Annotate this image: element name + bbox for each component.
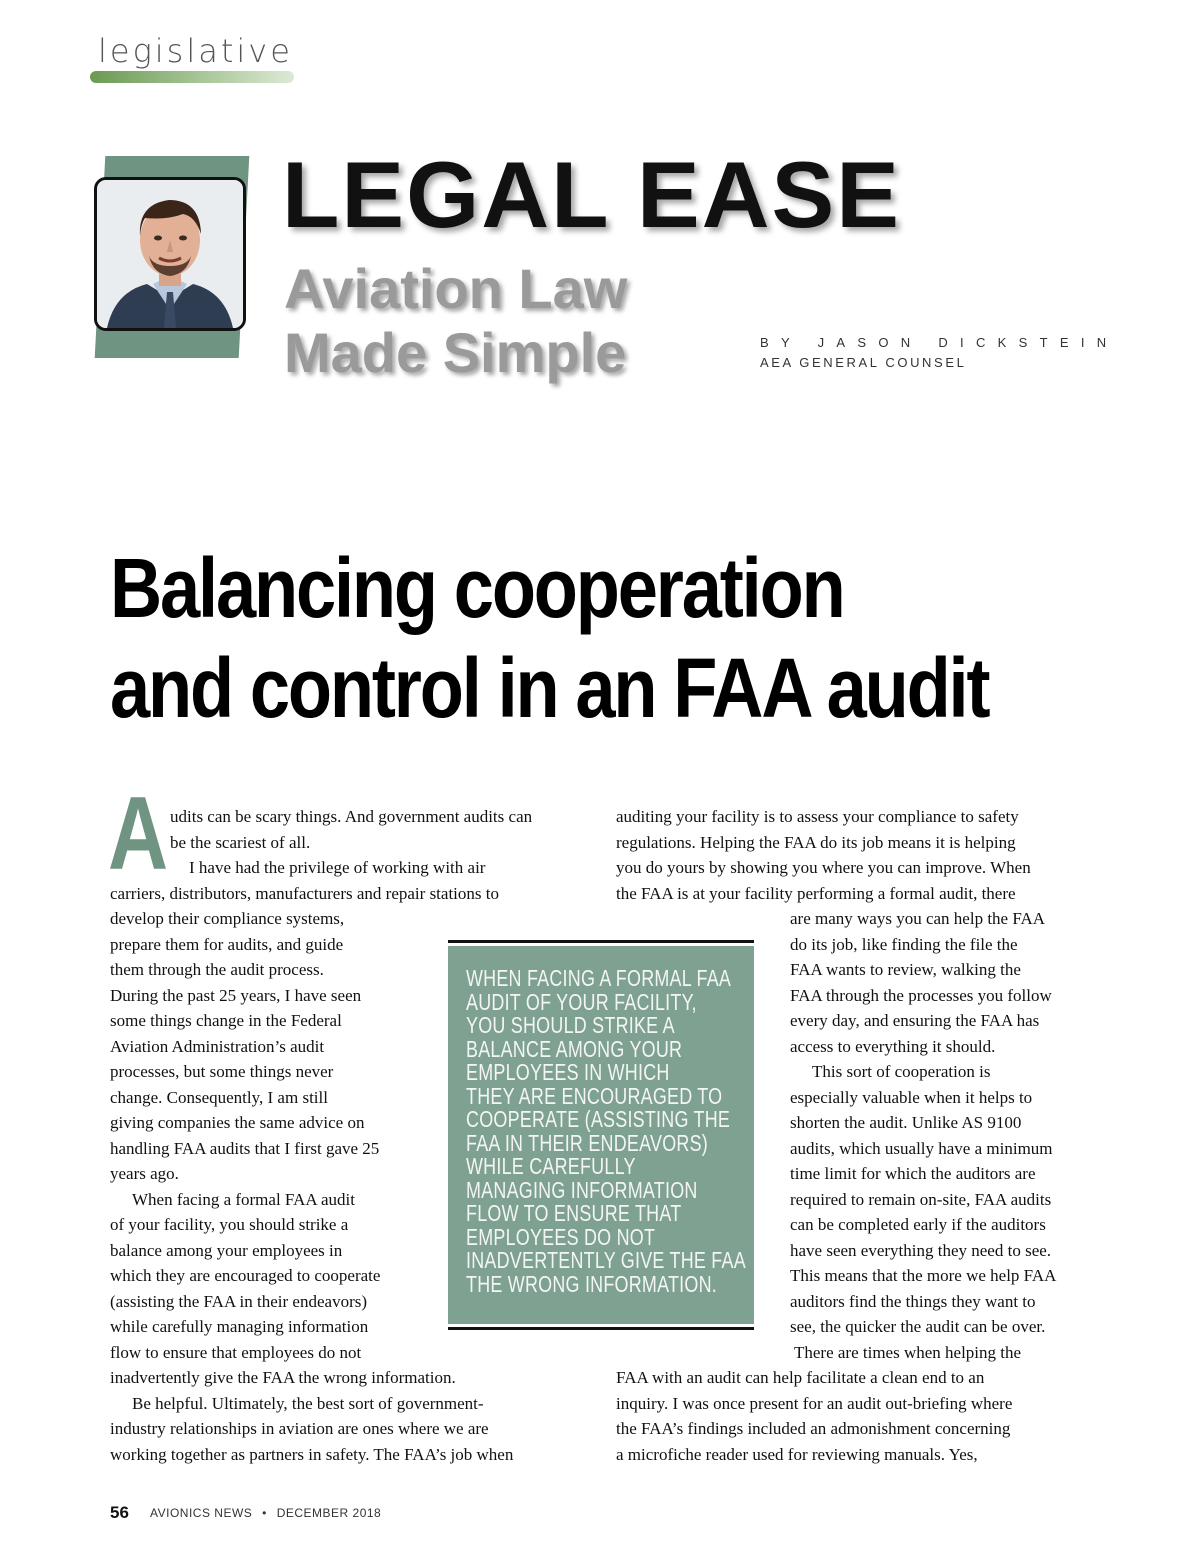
body-line: FAA wants to review, walking the: [790, 960, 1021, 979]
folio-separator: •: [262, 1506, 267, 1520]
body-line: balance among your employees in: [110, 1240, 343, 1260]
section-label: legislative: [98, 32, 293, 70]
body-line: the FAA is at your facility performing a formal audit, there: [616, 883, 1016, 903]
body-line: (assisting the FAA in their endeavors): [110, 1291, 368, 1311]
issue-date: DECEMBER 2018: [276, 1506, 382, 1520]
pull-quote-line: WHILE CAREFULLY: [466, 1153, 636, 1179]
body-line: access to everything it should.: [790, 1036, 996, 1056]
body-line: see, the quicker the audit can be over.: [790, 1317, 1046, 1336]
author-photo: [94, 177, 246, 331]
body-line: Be helpful. Ultimately, the best sort of government-: [132, 1393, 484, 1413]
body-line: auditing your facility is to assess your compliance to safety: [616, 807, 1019, 826]
pull-quote-line: YOU SHOULD STRIKE A: [466, 1012, 675, 1038]
body-line: This means that the more we help FAA: [790, 1266, 1057, 1285]
drop-cap: A: [108, 776, 169, 892]
pull-quote-line: THE WRONG INFORMATION.: [466, 1270, 717, 1297]
pull-quote-line: WHEN FACING A FORMAL FAA: [466, 965, 732, 991]
pull-quote-line: FLOW TO ENSURE THAT: [466, 1200, 682, 1226]
body-line: develop their compliance systems,: [110, 909, 345, 928]
body-line: inadvertently give the FAA the wrong information.: [110, 1368, 456, 1387]
body-line: carriers, distributors, manufacturers and repair stations to: [110, 883, 499, 903]
body-line: regulations. Helping the FAA do its job means it is helping: [616, 832, 1016, 852]
headline-line-2: and control in an FAA audit: [110, 641, 989, 735]
body-line: audits, which usually have a minimum: [790, 1138, 1053, 1158]
author-byline: BY JASON DICKSTEIN: [760, 335, 1119, 350]
body-line: udits can be scary things. And government audits can: [170, 807, 533, 826]
pull-quote-line: EMPLOYEES IN WHICH: [466, 1059, 670, 1085]
body-line: you do yours by showing you where you can improve. When: [616, 858, 1031, 877]
author-portrait-icon: [97, 180, 243, 328]
body-line: every day, and ensuring the FAA has: [790, 1011, 1040, 1030]
body-line: which they are encouraged to cooperate: [110, 1266, 381, 1285]
pull-quote-text: [466, 965, 746, 1297]
body-line: have seen everything they need to see.: [790, 1240, 1052, 1260]
body-line: industry relationships in aviation are ones where we are: [110, 1419, 489, 1438]
body-line: giving companies the same advice on: [110, 1113, 365, 1132]
body-line: be the scariest of all.: [170, 832, 311, 852]
body-line: change. Consequently, I am still: [110, 1087, 328, 1107]
pull-quote-line: BALANCE AMONG YOUR: [466, 1035, 683, 1062]
article-headline: [110, 538, 989, 738]
body-line: Aviation Administration’s audit: [110, 1036, 325, 1056]
body-line: processes, but some things never: [110, 1062, 334, 1081]
pull-quote-line: AUDIT OF YOUR FACILITY,: [466, 988, 697, 1015]
page-number: 56: [110, 1503, 129, 1522]
pull-quote-line: INADVERTENTLY GIVE THE FAA: [466, 1247, 746, 1273]
body-line: There are times when helping the: [794, 1342, 1022, 1362]
body-line: required to remain on-site, FAA audits: [790, 1189, 1052, 1209]
body-line: FAA with an audit can help facilitate a clean end to an: [616, 1368, 985, 1387]
body-line: shorten the audit. Unlike AS 9100: [790, 1113, 1022, 1132]
body-line: This sort of cooperation is: [812, 1062, 991, 1081]
body-line: do its job, like finding the file the: [790, 934, 1018, 954]
body-line: a microfiche reader used for reviewing manuals. Yes,: [616, 1444, 978, 1464]
body-line: can be completed early if the auditors: [790, 1215, 1046, 1234]
body-line: especially valuable when it helps to: [790, 1087, 1033, 1107]
body-line: them through the audit process.: [110, 960, 324, 979]
body-line: When facing a formal FAA audit: [132, 1189, 355, 1209]
folio: [150, 1506, 381, 1520]
body-line: working together as partners in safety. The FAA’s job when: [110, 1444, 514, 1464]
body-line: During the past 25 years, I have seen: [110, 985, 362, 1005]
body-line: of your facility, you should strike a: [110, 1215, 349, 1234]
body-line: are many ways you can help the FAA: [790, 909, 1046, 928]
pull-quote-line: THEY ARE ENCOURAGED TO: [466, 1082, 723, 1109]
body-column-2-top: [616, 804, 1096, 906]
body-line: inquiry. I was once present for an audit out-briefing where: [616, 1393, 1013, 1413]
pull-quote-line: COOPERATE (ASSISTING THE: [466, 1106, 731, 1132]
headline-line-1: Balancing cooperation: [110, 541, 844, 635]
body-line: some things change in the Federal: [110, 1011, 342, 1030]
body-line: time limit for which the auditors are: [790, 1164, 1036, 1183]
body-line: prepare them for audits, and guide: [110, 934, 344, 954]
body-line: auditors find the things they want to: [790, 1291, 1036, 1311]
body-column-2-bottom: [616, 1365, 1096, 1467]
publication-name: AVIONICS NEWS: [150, 1506, 253, 1520]
body-line: years ago.: [110, 1164, 179, 1183]
section-underline-bar: [90, 71, 294, 83]
column-subtitle-line-1: Aviation Law: [284, 257, 628, 320]
body-column-2-middle: [790, 906, 1110, 1365]
body-line: while carefully managing information: [110, 1317, 369, 1336]
column-subtitle: [284, 257, 627, 385]
body-line: handling FAA audits that I first gave 25: [110, 1138, 380, 1158]
body-line: FAA through the processes you follow: [790, 985, 1052, 1005]
pull-quote-line: EMPLOYEES DO NOT: [466, 1223, 656, 1250]
body-line: flow to ensure that employees do not: [110, 1342, 362, 1362]
author-role: AEA GENERAL COUNSEL: [760, 355, 967, 370]
column-title: LEGAL EASE: [282, 142, 901, 247]
body-line: I have had the privilege of working with air: [189, 858, 486, 877]
pull-quote-line: FAA IN THEIR ENDEAVORS): [466, 1129, 708, 1156]
pull-quote-line: MANAGING INFORMATION: [466, 1176, 698, 1203]
column-subtitle-line-2: Made Simple: [284, 321, 627, 384]
body-line: the FAA’s findings included an admonishment concerning: [616, 1419, 1011, 1438]
